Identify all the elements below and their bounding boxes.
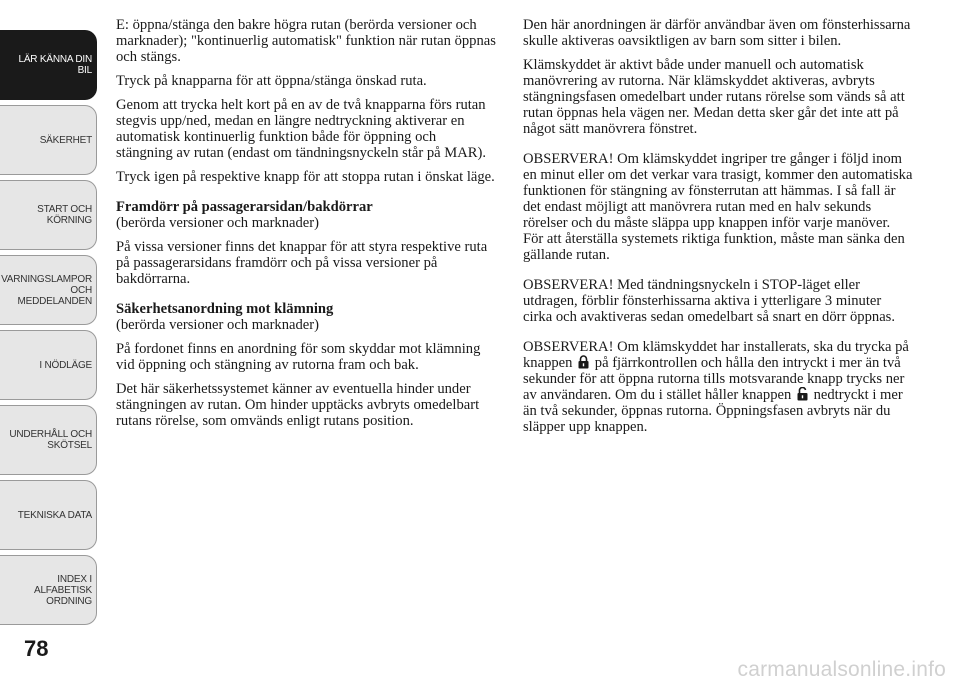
heading-text: Framdörr på passagerarsidan/bakdörrar <box>116 199 373 215</box>
tab-start-och-korning[interactable] <box>0 180 97 250</box>
heading-subtitle: (berörda versioner och marknader) <box>116 317 319 333</box>
tab-index[interactable] <box>0 555 97 625</box>
paragraph: Den här anordningen är därför användbar även om fönsterhissarna skulle aktiveras oavsiktligen av barn som sitter i bilen. <box>523 17 911 49</box>
tab-underhall-och-skotsel[interactable] <box>0 405 97 475</box>
tab-label: UNDERHÅLL OCH SKÖTSEL <box>9 429 92 451</box>
tab-label: TEKNISKA DATA <box>17 509 92 521</box>
tab-sakerhet[interactable] <box>0 105 97 175</box>
tab-varningslampor[interactable] <box>0 255 97 325</box>
padlock-icon <box>578 355 589 369</box>
observera-paragraph <box>523 339 913 435</box>
paragraph: Klämskyddet är aktivt både under manuell och automatisk manövrering av rutorna. När klämskyddet aktiveras, avbryts stängningsfasen omedelbart under rutans rörelse som vänds så att rutan öppnas hela vägen ner. Medan detta sker går det inte att på något sätt manövrera fönstret. <box>523 57 905 137</box>
tab-label: VARNINGSLAMPOR OCH MEDDELANDEN <box>1 273 92 307</box>
paragraph: På fordonet finns en anordning för som skyddar mot klämning vid öppning och stängning av rutorna fram och bak. <box>116 341 481 373</box>
watermark: carmanualsonline.info <box>737 658 946 681</box>
page-number: 78 <box>24 636 49 661</box>
right-text-column <box>523 17 913 443</box>
tab-i-nodlage[interactable] <box>0 330 97 400</box>
text-fragment: OBSERVERA! Om klämskyddet har installerats, ska du trycka på knappen <box>523 339 909 371</box>
tab-lar-kanna-din-bil[interactable] <box>0 30 97 100</box>
observera-paragraph: OBSERVERA! Med tändningsnyckeln i STOP-läget eller utdragen, förblir fönsterhissarna aktiva i ytterligare 3 minuter cirka och avaktiveras sedan omedelbart så snart en dörr öppnas. <box>523 277 895 325</box>
heading-subtitle: (berörda versioner och marknader) <box>116 215 319 231</box>
heading-text: Säkerhetsanordning mot klämning <box>116 301 334 317</box>
tab-label: INDEX I ALFABETISK ORDNING <box>33 573 92 607</box>
tab-label: SÄKERHET <box>39 134 92 146</box>
paragraph: E: öppna/stänga den bakre högra rutan (berörda versioner och marknader); "kontinuerlig automatisk" funktion när rutan öppnas och stängs. <box>116 17 496 65</box>
text-fragment: nedtryckt i mer än två sekunder, öppnas rutorna. Öppningsfasen avbryts när du släpper upp knappen. <box>523 387 903 435</box>
section-heading-klamskydd <box>116 301 496 333</box>
tab-label: LÄR KÄNNA DIN BIL <box>18 54 92 76</box>
paragraph: Tryck igen på respektive knapp för att stoppa rutan i önskat läge. <box>116 169 495 185</box>
tab-tekniska-data[interactable] <box>0 480 97 550</box>
left-text-column <box>116 17 496 437</box>
paragraph: På vissa versioner finns det knappar för att styra respektive ruta på passagerarsidans framdörr och på vissa versioner på bakdörrarna. <box>116 239 488 287</box>
tab-label: I NÖDLÄGE <box>39 359 92 371</box>
section-heading-framdorr <box>116 199 496 231</box>
tab-label: START OCH KÖRNING <box>37 204 92 226</box>
observera-paragraph: OBSERVERA! Om klämskyddet ingriper tre gånger i följd inom en minut eller om det verkar vara trasigt, kommer den automatiska funktionen för stängning av fönsterrutan att hämmas. I så fall är det endast möjligt att manövrera rutan med en halv sekunds rörelser och du måste släppa upp knappen inför varje manöver. För att återställa systemets riktiga funktion, måste man sänka den gällande rutan. <box>523 151 913 263</box>
paragraph: Det här säkerhetssystemet känner av eventuella hinder under stängningen av rutan. Om hinder upptäcks avbryts omedelbart rutans rörelse, som omvänds enligt rutans position. <box>116 381 480 429</box>
text-fragment: på fjärrkontrollen och hålla den intryckt i mer än två sekunder för att öppna rutorna tills motsvarande knapp trycks ner av användaren. Om du i stället håller knappen <box>523 355 905 403</box>
paragraph: Tryck på knapparna för att öppna/stänga önskad ruta. <box>116 73 427 89</box>
unlock-icon <box>797 387 808 401</box>
paragraph: Genom att trycka helt kort på en av de två knapparna förs rutan stegvis upp/ned, medan en längre nedtryckning aktiverar en automatisk kontinuerlig funktion både för öppning och stängning av rutan (endast om tändningsnyckeln står på MAR). <box>116 97 487 161</box>
